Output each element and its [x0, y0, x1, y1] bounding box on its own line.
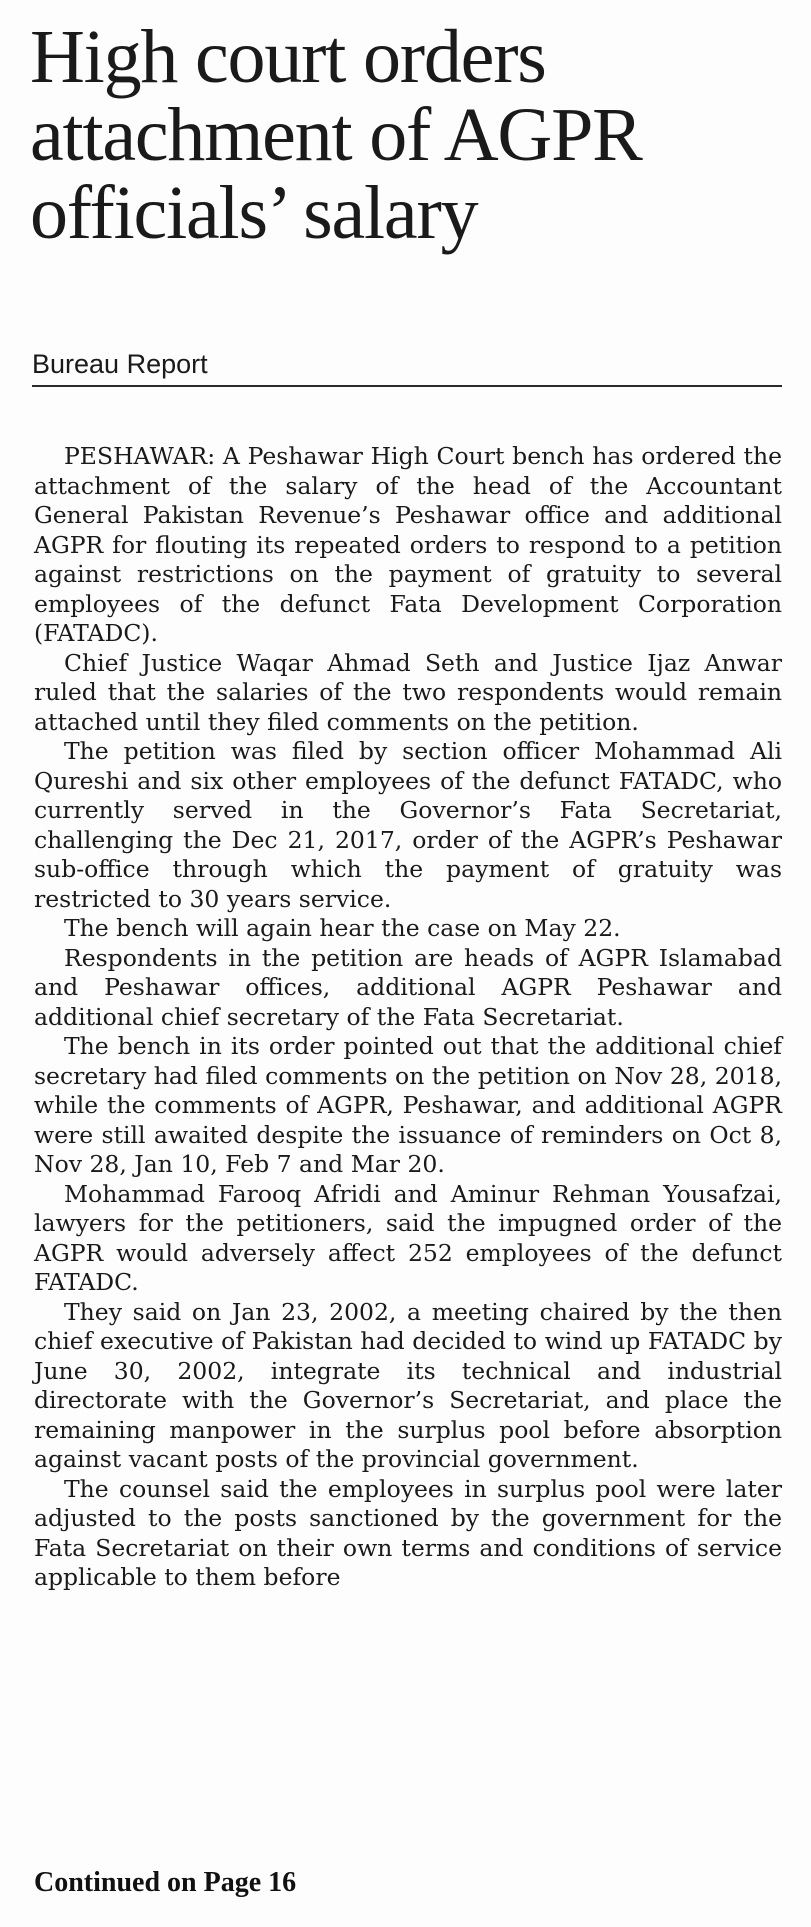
article-paragraph: The petition was filed by section officer Mohammad Ali Qureshi and six other employees of the defunct FATADC, who currently served in the Governor’s Fata Secretariat, challenging the Dec 21, 2017, order of the AGPR’s Peshawar sub-office through which the payment of gratuity was restricted to 30 years service.: [34, 737, 782, 913]
article-body: [34, 442, 782, 1593]
article-paragraph: The bench will again hear the case on May 22.: [64, 914, 621, 942]
headline-line: High court orders: [30, 15, 546, 99]
continued-on-page-link[interactable]: Continued on Page 16: [34, 1867, 297, 1898]
article-paragraph: Respondents in the petition are heads of AGPR Islamabad and Peshawar offices, additional AGPR Peshawar and additional chief secretary of the Fata Secretariat.: [34, 943, 782, 1031]
article-paragraph: The counsel said the employees in surplus pool were later adjusted to the posts sanctioned by the government for the Fata Secretariat on their own terms and conditions of service applicable to them before: [34, 1474, 782, 1591]
byline: Bureau Report: [32, 345, 782, 387]
headline-line: officials’ salary: [30, 171, 478, 255]
article-paragraph: PESHAWAR: A Peshawar High Court bench has ordered the attachment of the salary of the head of the Accountant General Pakistan Revenue’s Peshawar office and additional AGPR for flouting its repeated orders to respond to a petition against restrictions on the payment of gratuity to several employees of the defunct Fata Development Corporation (FATADC).: [34, 442, 782, 647]
headline: [30, 15, 790, 255]
headline-line: attachment of AGPR: [30, 93, 642, 177]
article-paragraph: Mohammad Farooq Afridi and Aminur Rehman Yousafzai, lawyers for the petitioners, said the impugned order of the AGPR would adversely affect 252 employees of the defunct FATADC.: [34, 1179, 782, 1296]
article-paragraph: Chief Justice Waqar Ahmad Seth and Justice Ijaz Anwar ruled that the salaries of the two respondents would remain attached until they filed comments on the petition.: [34, 648, 782, 736]
article-paragraph: They said on Jan 23, 2002, a meeting chaired by the then chief executive of Pakistan had decided to wind up FATADC by June 30, 2002, integrate its technical and industrial directorate with the Governor’s Secretariat, and place the remaining manpower in the surplus pool before absorption against vacant posts of the provincial government.: [34, 1297, 782, 1473]
article-paragraph: The bench in its order pointed out that the additional chief secretary had filed comments on the petition on Nov 28, 2018, while the comments of AGPR, Peshawar, and additional AGPR were still awaited despite the issuance of reminders on Oct 8, Nov 28, Jan 10, Feb 7 and Mar 20.: [34, 1032, 782, 1178]
